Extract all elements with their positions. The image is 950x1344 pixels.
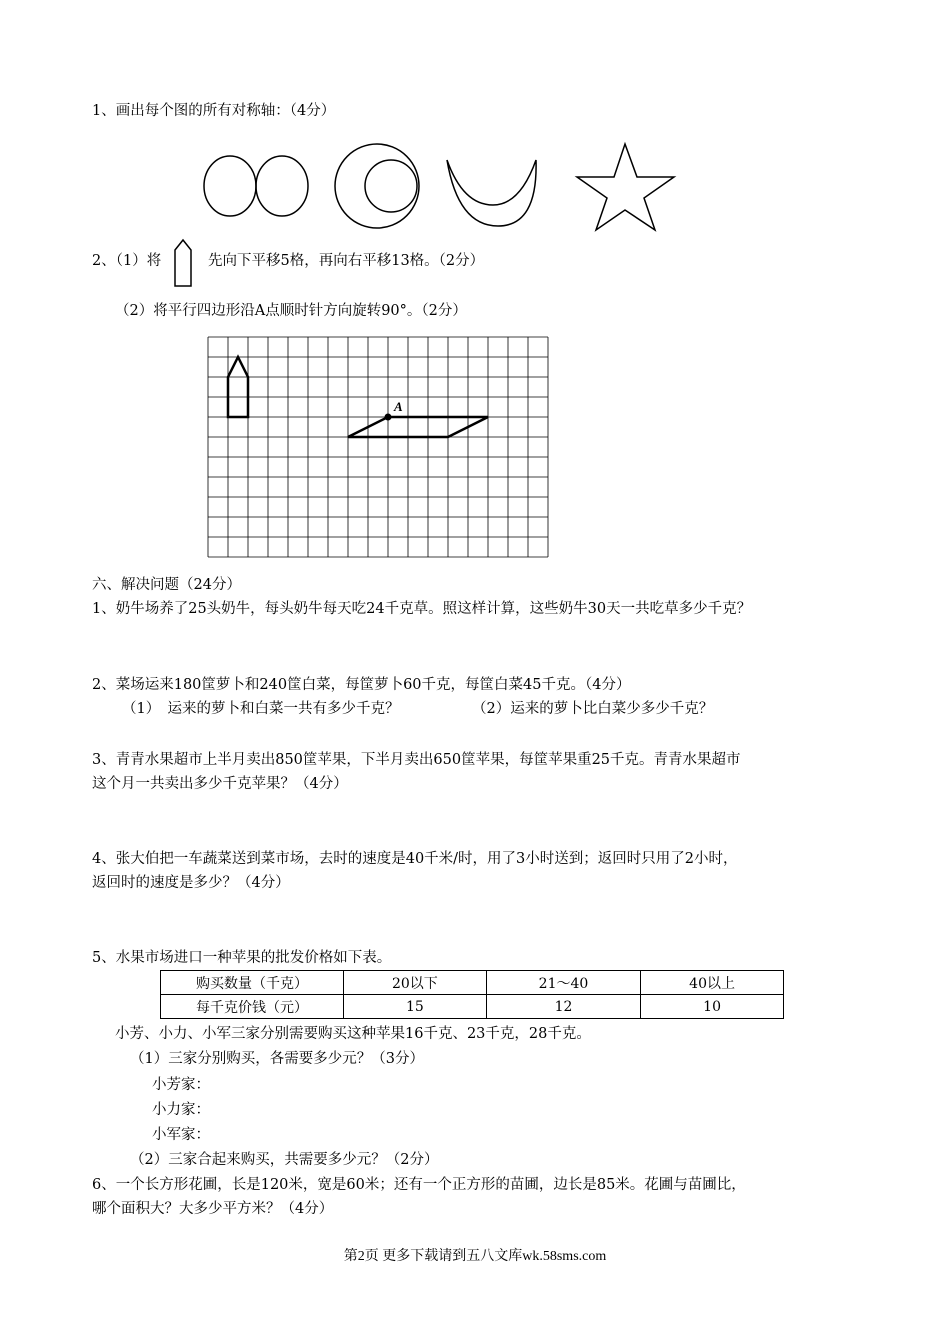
price-table [160,970,784,1019]
problem-5-desc: 小芳、小力、小军三家分别需要购买这种苹果16千克、23千克，28千克。 [115,1026,591,1042]
point-a-dot [385,414,392,421]
table-cell: 12 [486,995,640,1019]
square-grid [208,337,548,557]
star-figure [577,144,674,230]
table-cell: 40以上 [641,971,784,995]
table-cell: 每千克价钱（元） [161,995,344,1019]
problem-4-line1: 4、张大伯把一车蔬菜送到菜市场，去时的速度是40千米/时，用了3小时送到；返回时只用了2小时， [92,851,738,867]
question-translate-prefix: 2、（1）将 [92,253,162,269]
grid-pencil-shape [228,357,248,417]
answer-label-fang: 小芳家： [152,1077,210,1093]
question-symmetry: 1、画出每个图的所有对称轴：（4分） [92,103,336,119]
problem-2: 2、菜场运来180筐萝卜和240筐白菜，每筐萝卜60千克，每筐白菜45千克。（4分） [92,677,631,693]
double-circle-figure [204,156,308,216]
problem-6-line1: 6、一个长方形花圃，长是120米，宽是60米；还有一个正方形的苗圃，边长是85米。花圃与苗圃比， [92,1177,746,1193]
problem-5-sub2: （2）三家合起来购买，共需要多少元？（2分） [130,1152,439,1168]
problem-5: 5、水果市场进口一种苹果的批发价格如下表。 [92,950,392,966]
problem-3-line1: 3、青青水果超市上半月卖出850筐苹果，下半月卖出650筐苹果，每筐苹果重25千克。青青水果超市 [92,752,741,768]
table-row [161,971,784,995]
problem-2-sub2: （2）运来的萝卜比白菜少多少千克？ [472,701,714,717]
table-cell: 15 [344,995,487,1019]
problem-2-sub1: （1） 运来的萝卜和白菜一共有多少千克？ [122,701,400,717]
answer-label-jun: 小军家： [152,1127,210,1143]
answer-label-li: 小力家： [152,1102,210,1118]
nested-circle-figure [335,144,419,228]
figures-layer [0,0,950,600]
page-footer: 第2页 更多下载请到五八文库wk.58sms.com [343,1249,607,1264]
problem-6-line2: 哪个面积大？大多少平方米？（4分） [92,1201,334,1217]
problem-3-line2: 这个月一共卖出多少千克苹果？（4分） [92,776,348,792]
question-rotate: （2）将平行四边形沿A点顺时针方向旋转90°。（2分） [115,303,467,319]
problem-1: 1、奶牛场养了25头奶牛，每头奶牛每天吃24千克草。照这样计算，这些奶牛30天一共吃草多少千克？ [92,601,752,617]
crescent-figure [447,160,536,226]
table-cell: 21～40 [486,971,640,995]
table-cell: 购买数量（千克） [161,971,344,995]
problem-5-sub1: （1）三家分别购买，各需要多少元？（3分） [130,1051,424,1067]
problem-4-line2: 返回时的速度是多少？（4分） [92,875,290,891]
question-translate-suffix: 先向下平移5格，再向右平移13格。（2分） [208,253,485,269]
parallelogram-shape [348,417,488,437]
section-heading: 六、解决问题（24分） [92,577,241,593]
inline-pencil-shape-icon [175,240,191,286]
point-a-label: A [394,399,403,414]
table-row [161,995,784,1019]
table-cell: 10 [641,995,784,1019]
table-cell: 20以下 [344,971,487,995]
